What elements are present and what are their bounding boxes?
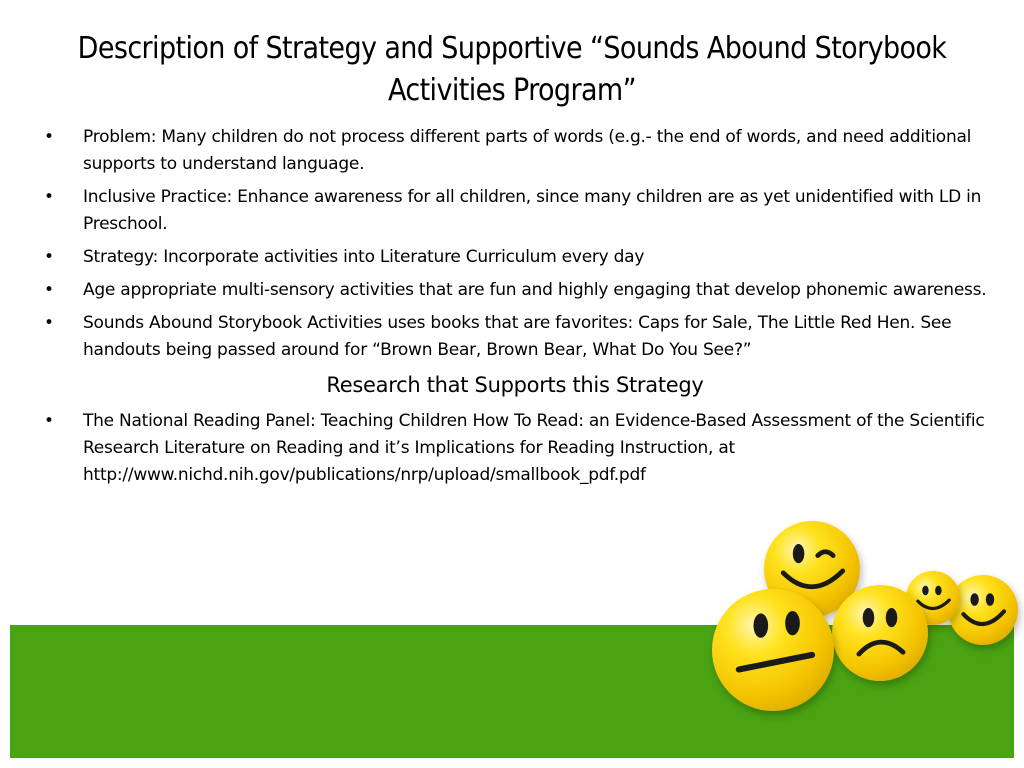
slide-title: Description of Strategy and Supportive “Sounds Abound Storybook Activities Program” <box>77 31 947 108</box>
bullet-list-bottom <box>40 408 990 489</box>
bullet-list-top <box>40 124 990 364</box>
bullet-text: Problem: Many children do not process different parts of words (e.g.- the end of words, and need additional supports to understand language. <box>83 127 972 174</box>
bullet-dot: • <box>44 280 54 300</box>
bullet-text: Inclusive Practice: Enhance awareness for all children, since many children are as yet unidentified with LD in Preschool. <box>83 187 982 234</box>
research-subheading: Research that Supports this Strategy <box>326 373 704 397</box>
bullet-item <box>40 244 990 271</box>
bullet-dot: • <box>44 187 54 207</box>
bullet-item <box>40 184 990 238</box>
bullet-dot: • <box>44 247 54 267</box>
bullet-text: Sounds Abound Storybook Activities uses books that are favorites: Caps for Sale, The Little Red Hen. See handouts being passed around for “Brown Bear, Brown Bear, What Do You See?” <box>83 313 952 360</box>
bullet-dot: • <box>44 313 54 333</box>
bullet-dot: • <box>44 411 54 431</box>
smiley-faces-icon <box>700 515 1024 715</box>
bullet-item <box>40 277 990 304</box>
bullet-text: Age appropriate multi-sensory activities that are fun and highly engaging that develop phonemic awareness. <box>83 280 987 300</box>
neutral-smiley-icon <box>712 589 834 711</box>
bullet-item <box>40 310 990 364</box>
sad-smiley-icon <box>832 585 928 681</box>
bullet-dot: • <box>44 127 54 147</box>
slide-content <box>40 124 990 495</box>
bullet-text: The National Reading Panel: Teaching Children How To Read: an Evidence-Based Assessment of the Scientific Research Literature on Reading and it’s Implications for Reading Instruction, at http://www.nichd.nih.gov/publications/nrp/upload/smallbook_pdf.pdf <box>83 411 985 485</box>
bullet-item <box>40 124 990 178</box>
bullet-text: Strategy: Incorporate activities into Literature Curriculum every day <box>83 247 645 267</box>
bullet-item <box>40 408 990 489</box>
